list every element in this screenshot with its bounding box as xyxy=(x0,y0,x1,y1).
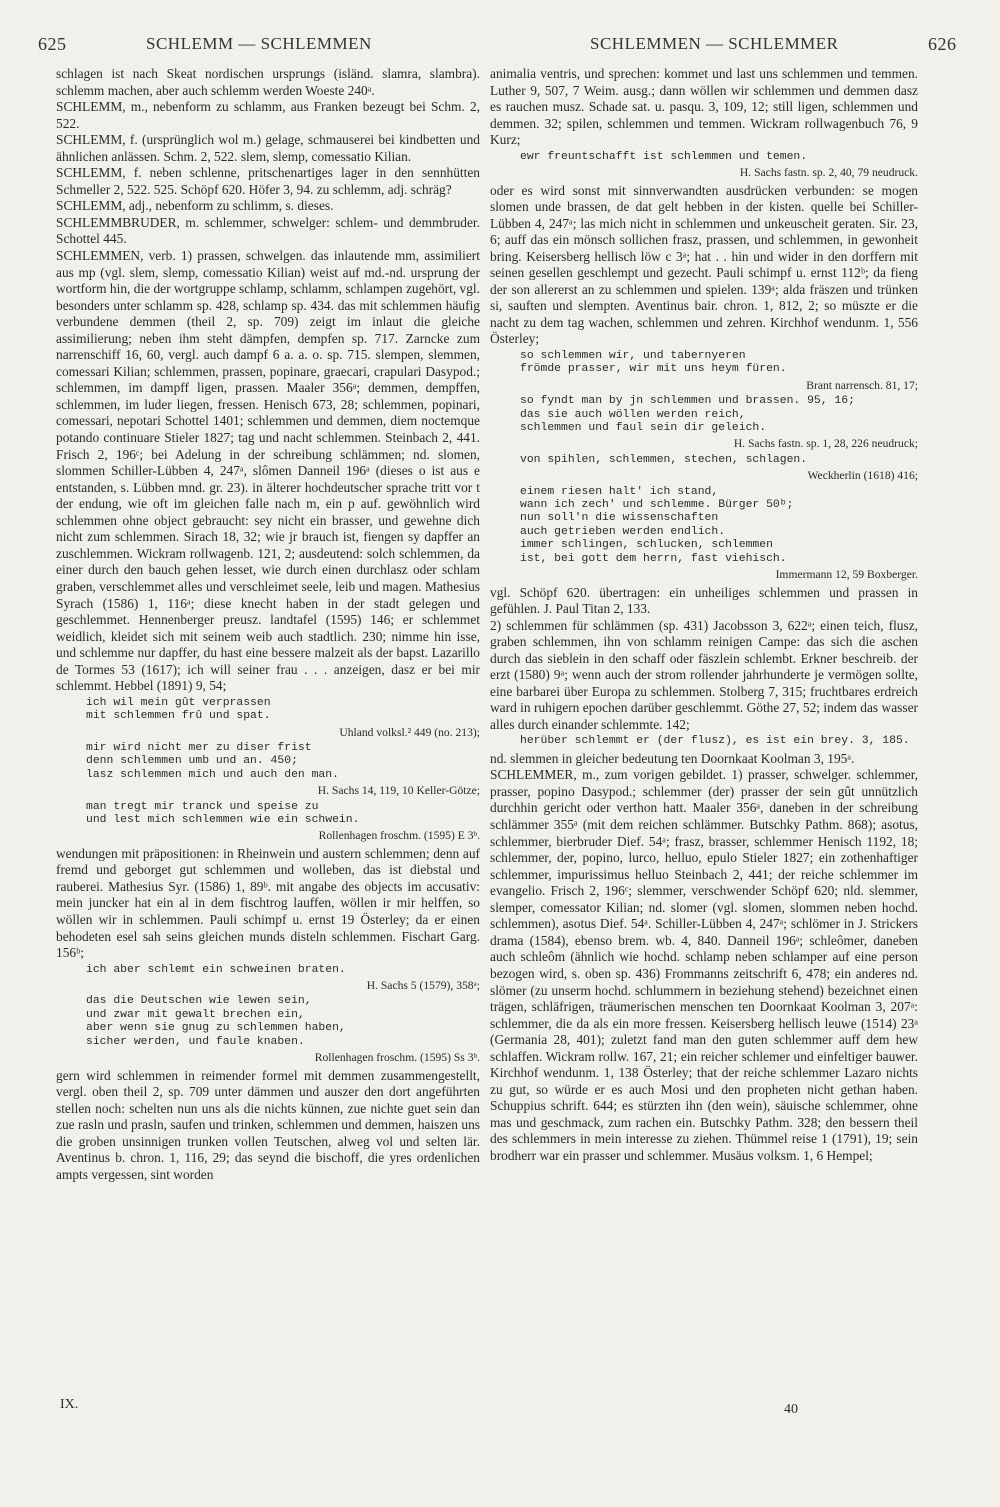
source-citation: H. Sachs 5 (1579), 358ᵃ; xyxy=(366,979,480,993)
left-page-number: 625 xyxy=(38,34,67,54)
right-text-column xyxy=(490,66,918,1396)
signature-mark: IX. xyxy=(60,1397,79,1412)
dictionary-paragraph: SCHLEMM, f. (ursprünglich wol m.) gelage, schmauserei bei kindbetten und ähnlichen anlässen. Schm. 2, 522. slem, slemp, comessatio Kilian. xyxy=(56,132,480,164)
verse-quotation: ich wil mein gût verprassen mit schlemmen frû und spat. xyxy=(86,696,271,723)
source-citation: Uhland volksl.² 449 (no. 213); xyxy=(339,725,480,739)
dictionary-paragraph: SCHLEMM, m., nebenform zu schlamm, aus Franken bezeugt bei Schm. 2, 522. xyxy=(56,99,480,131)
verse-quotation: so schlemmen wir, und tabernyeren frömde prasser, wir mit uns heym füren. xyxy=(520,350,787,376)
dictionary-paragraph: SCHLEMMBRUDER, m. schlemmer, schwelger: schlem- und demmbruder. Schottel 445. xyxy=(56,214,480,247)
verse-quotation: ich aber schlemt ein schweinen braten. xyxy=(86,963,346,976)
source-citation: Brant narrensch. 81, 17; xyxy=(806,378,918,392)
dictionary-paragraph: SCHLEMMEN, verb. 1) prassen, schwelgen. das inlautende mm, assimiliert aus mp (vgl. slem, slemp, comessatio Kilian) weist auf md.-nd. ursprung der wortform hin, die der wortgruppe schlamp, schlamm, schlampen zugehört, vgl. besonders unter schlamm sp. 428, schlamp sp. 434. das mit schlemmen häufig verbundene demmen (theil 2, sp. 709) zeigt im inlaut die gleiche assimilierung; neben ihm steht dämpfen, dempfen sp. 717. Zarncke zum narrenschiff 16, 60, vergl. auch dampf 6 a. a. o. sp. 715. slempen, slemmen, comessari Kilian; schlemmen, prassen, popinare, graecari, crapulari Dasypod.; schlemmen, im dampff ligen, prassen. Maaler 356ᵃ; demmen, dempffen, schlemmen, im luder liegen, fressen. Henisch 673, 28; schlemmen, popinari, comessari, nepotari Schottel 1401; schlemmen und demmen, diem noctemque potando continuare Stieler 1827; tag und nacht schlemmen. Steinbach 2, 441. Frisch 2, 196ᶜ; bei Adelung in der schreibung schlämmen; nd. slomen, slommen Schiller-Lübben 4, 247ᵃ, slômen Danneil 196ᵃ (dieses o ist aus e entstanden, s. Lübben mnd. gr. 23). in älterer hochdeutscher sprache tritt vor t der endung, wie oft im gleichen falle nach m, ein p auf. gewöhnlich wird schlemmen ohne object gebraucht: sey nicht ein brasser, und gewehne dich nicht zum schlemmen. Sirach 18, 32; wie jr brauch ist, fiengen sy dapffer an zuschlemmen. Wickram rollwagenb. 121, 2; ausdeutend: solch schlemmen, da einer durch den bauch gehen lesset, wie durch einen durchlasz oder schlam graben, verschlemmet alles und verschleimet seele, leib und magen. Mathesius Syrach (1586) 1, 116ᵃ; diese knecht haben in der stadt gelegen und geschlemmet. Hennenberger preusz. landtafel (1595) 146; er schlemmet weidlich, kleidet sich mit seinem weib auch stadtlich. 230; nimme hin isse, und schlemme nur dapffer, du hast eine bessere malzeit als der bapst. Lazarillo de Tormes 53 (1617); ich will seiner frau . . . anzeigen, dasz er bei mir schlemmt. Hebbel (1891) 9, 54; xyxy=(56,248,480,694)
right-page-number: 626 xyxy=(928,34,957,54)
dictionary-paragraph: nd. slemmen in gleicher bedeutung ten Doornkaat Koolman 3, 195ᵃ. xyxy=(490,750,855,766)
dictionary-paragraph: oder es wird sonst mit sinnverwandten ausdrücken verbunden: se mogen slomen unde brassen, de dat gelt hebben in der kisten. quelle bei Schiller-Lübben 4, 247ᵃ; las mich nicht in schlemmen und unkeuscheit geraten. Sir. 23, 6; auff das ein mönsch sollichen frasz, prassen, und schlemmen, in gewonheit bring. Keisersberg hellisch löw c 3ᵃ; hat . . hin und wider in den dorffern mit seinen gesellen geschlempt und gezecht. Pauli schimpf u. ernst 112ᵇ; da fieng der son allererst an zu schlemmen und spielen. 139ᵃ; alda fräszen und trünken si, sauften und slempten. Aventinus bair. chron. 1, 812, 2; so müszte er die nacht zu dem tag wachen, schlemmen und zehren. Kirchhof wendunm. 1, 556 Österley; xyxy=(490,182,918,347)
source-citation: H. Sachs fastn. sp. 1, 28, 226 neudruck; xyxy=(733,437,918,451)
verse-quotation: von spihlen, schlemmen, stechen, schlagen. xyxy=(520,453,808,466)
source-citation: H. Sachs 14, 119, 10 Keller-Götze; xyxy=(317,784,480,798)
source-citation: H. Sachs fastn. sp. 2, 40, 79 neudruck. xyxy=(739,166,918,180)
verse-quotation: ewr freuntschafft ist schlemmen und temen. xyxy=(520,150,808,163)
source-citation: Immermann 12, 59 Boxberger. xyxy=(775,568,918,582)
verse-quotation: man tregt mir tranck und speise zu und lest mich schlemmen wie ein schwein. xyxy=(86,800,360,827)
source-citation: Rollenhagen froschm. (1595) E 3ᵇ. xyxy=(318,829,480,843)
verse-quotation: mir wird nicht mer zu diser frist denn schlemmen umb und an. 450; lasz schlemmen mich und auch den man. xyxy=(86,742,339,781)
left-running-head: SCHLEMM — SCHLEMMEN xyxy=(146,34,372,53)
sheet-number: 40 xyxy=(784,1402,798,1417)
dictionary-paragraph: schlagen ist nach Skeat nordischen ursprungs (isländ. slamra, slambra). schlemm machen, aber auch schlemm werden Woeste 240ᵃ. xyxy=(56,66,480,98)
dictionary-paragraph: animalia ventris, und sprechen: kommet und last uns schlemmen und temmen. Luther 9, 507, 7 Weim. ausg.; dann wöllen wir schlemmen und demmen dasz es rauchen musz. Schade sat. u. pasqu. 3, 109, 12; still ligen, schlemmen und demmen. 32; spilen, schlemmen und temmen. Wickram rollwagenbuch 76, 9 Kurz; xyxy=(490,66,918,148)
source-citation: Weckherlin (1618) 416; xyxy=(807,469,918,483)
verse-quotation: so fyndt man by jn schlemmen und brassen. 95, 16; das sie auch wöllen werden reich, schlemmen und faul sein dir geleich. xyxy=(520,395,855,435)
dictionary-paragraph: SCHLEMM, adj., nebenform zu schlimm, s. dieses. xyxy=(56,198,334,214)
dictionary-paragraph: gern wird schlemmen in reimender formel mit demmen zusammengestellt, vergl. oben theil 2, sp. 709 unter dämmen und auszer den dort angeführten stellen noch: schelten nun uns als die nichts künnen, zue nichte guet sein dan zue rasln und prasln, saufen und trinken, schlemmen und demmen, haiszen uns die groben unsinnigen trunken vollen Teutschen, alweg vol und selten lär. Aventinus b. chron. 1, 116, 29; das seynd die bischoff, die yres ordenlichen ampts vergessen, sint worden xyxy=(56,1067,480,1182)
dictionary-paragraph: SCHLEMM, f. neben schlenne, pritschenartiges lager in den sennhütten Schmeller 2, 522. 525. Schöpf 620. Höfer 3, 94. zu schlemm, adj. schräg? xyxy=(56,165,480,197)
dictionary-paragraph: 2) schlemmen für schlämmen (sp. 431) Jacobsson 3, 622ᵃ; einen teich, flusz, graben schlemmen, ihn von schlamm reinigen Campe: das sich die aschen durch das sieblein in den schaff oder fäszlein schlembt. Erkner beschreib. der erzt (1580) 9ᵃ; wenn auch der strom rollender jahrhunderte je vermögen sollte, eine barbarei über Europa zu schlemmen. Stolberg 7, 315; fruchtbares erdreich ward in ruhigern epochen darüber geschlemmt. Göthe 27, 52; indem das wasser alles durch einander schlemmte. 142; xyxy=(490,617,918,732)
dictionary-paragraph: SCHLEMMER, m., zum vorigen gebildet. 1) prasser, schwelger. schlemmer, prasser, popino Dasypod.; schlemmer (der) prasser der sein gût unnützlich durchhin gericht oder verthon hatt. Maaler 356ᵃ, daneben in der schreibung schlämmer 355ᵃ (mit dem reichen schlämmer. Butschky Pathm. 868); asotus, schlemmer, bierbruder Dief. 54ᵃ; frasz, brasser, schlemmer Henisch 1192, 18; schlemmer, der, popino, lurco, helluo, epulo Stieler 1827; ein zothenhaftiger schlemmer, impurissimus helluo Steinbach 2, 441; der reiche schlemmer im evangelio. Frisch 2, 196ᶜ; slemmer, verschwender Schöpf 620; nld. slemmer, slemper, comessator Kilian; nd. slomer (vgl. slomen, slommen neben hochd. schlemmen), asotus Dief. 54ᵃ. Schiller-Lübben 4, 247ᵃ; schlömer in J. Strickers drama (1584), ebenso brem. wb. 4, 840. Danneil 196ᵃ; schleômer, daneben auch schleôm (ähnlich wie hochd. schlamp neben schlamper auf eine person bezogen wird, s. oben sp. 436) Frommanns zeitschrift 6, 478; ein anderes nd. slömer (zu unserm hochd. schlummern in beziehung stehend) bezeichnet einen trägen, schläfrigen, träumerischen menschen ten Doornkaat Koolman 3, 207ᵃ: schlemmer, die da als ein more fressen. Keisersberg hellisch leuwe (1514) 23ᵃ (Germania 28, 401); zuletzt fand man den guten schlemmer auff dem hew schlaffen. Wickram rollw. 167, 21; ein reicher schlemer und einfeltiger bauwer. Kirchhof wendunm. 1, 138 Österley; that der reiche schlemmer Lazaro nichts zu gut, so würde er es auch Mosi und den propheten nicht gethan haben. Schuppius schrift. 644; es stürzten ihn (den wein), säuische schlemmer, ohne mas und geschmack, zum rachen ein. Butschky Pathm. 328; den bessern theil des schlemmers in mein interesse zu ziehen. Thümmel reise 1 (1791), 19; sein brodherr war ein prasser und schlemmer. Musäus volksm. 1, 6 Hempel; xyxy=(490,767,918,1163)
right-running-head: SCHLEMMEN — SCHLEMMER xyxy=(590,34,839,53)
source-citation: Rollenhagen froschm. (1595) Ss 3ᵇ. xyxy=(314,1051,480,1065)
left-text-column xyxy=(56,66,480,1411)
verse-quotation: das die Deutschen wie lewen sein, und zwar mit gewalt brechen ein, aber wenn sie gnug zu schlemmen haben, sicher werden, und faule knaben. xyxy=(86,995,346,1048)
dictionary-paragraph: wendungen mit präpositionen: in Rheinwein und austern schlemmen; denn auf fremd und geborget gut schlemmen und wolleben, das ist diebstal und rauberei. Mathesius Syr. (1586) 1, 89ᵇ. mit angabe des objects im accusativ: mein juncker hat ein al in dem fischtrog lauffen, wöllen ir mir helffen, so wöllen wir in schlemmen. Pauli schimpf u. ernst 19 Österley; da er einen behodeten esel sah seins gleichen munds disteln schlemmen. Fischart Garg. 156ᵇ; xyxy=(56,845,480,961)
verse-quotation: einem riesen halt' ich stand, wann ich zech' und schlemme. Bürger 50ᵇ; nun soll'n die wissenschaften auch getrieben werden endlich. immer schlingen, schlucken, schlemmen ist, bei gott dem herrn, fast viehisch. xyxy=(520,485,794,565)
dictionary-paragraph: vgl. Schöpf 620. übertragen: ein unheiliges schlemmen und prassen in gefühlen. J. Paul Titan 2, 133. xyxy=(490,584,918,617)
verse-quotation: herüber schlemmt er (der flusz), es ist ein brey. 3, 185. xyxy=(520,735,910,748)
